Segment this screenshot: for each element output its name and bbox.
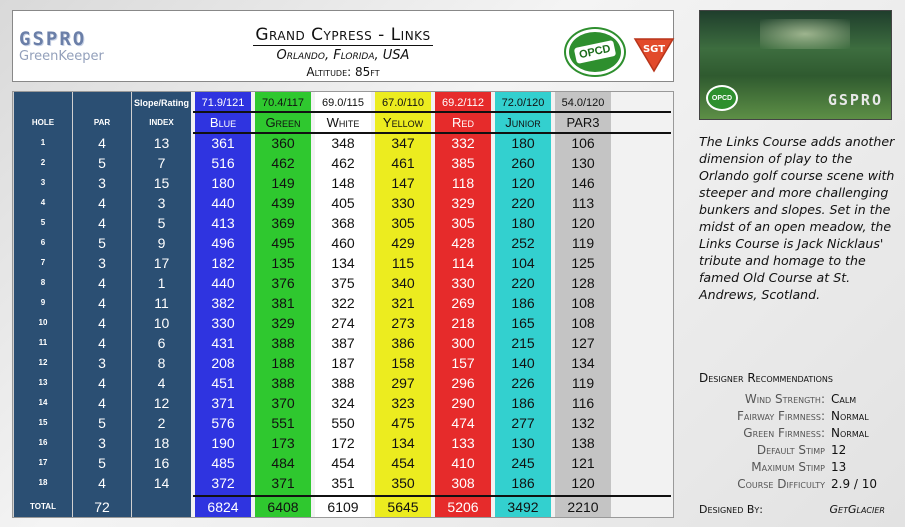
recommendation-label: Course Difficulty bbox=[737, 477, 825, 491]
yardage-cell: 330 bbox=[451, 274, 475, 291]
designed-by bbox=[699, 503, 889, 517]
yardage-cell: 180 bbox=[511, 214, 535, 231]
yardage-cell: 118 bbox=[451, 174, 475, 191]
hole-cell: 13 bbox=[38, 378, 48, 387]
yardage-cell: 330 bbox=[391, 194, 415, 211]
yardage-cell: 108 bbox=[571, 294, 595, 311]
yardage-cell: 322 bbox=[331, 294, 355, 311]
sgt-badge-text: SGT bbox=[642, 44, 666, 55]
index-cell: 6 bbox=[157, 334, 166, 351]
par-cell: 3 bbox=[98, 254, 106, 271]
yardage-cell: 138 bbox=[571, 434, 595, 451]
hole-cell: 7 bbox=[40, 258, 46, 267]
index-cell: 10 bbox=[153, 314, 170, 331]
tee-rating: 70.4/117 bbox=[261, 97, 304, 109]
recommendation-row bbox=[699, 460, 899, 477]
par-cell: 4 bbox=[98, 314, 106, 331]
tee-total: 5206 bbox=[447, 498, 479, 515]
index-cell: 16 bbox=[153, 454, 170, 471]
yardage-cell: 440 bbox=[211, 194, 235, 211]
par-cell: 4 bbox=[98, 194, 106, 211]
yardage-cell: 369 bbox=[271, 214, 295, 231]
yardage-cell: 130 bbox=[571, 154, 595, 171]
index-cell: 13 bbox=[153, 134, 170, 151]
yardage-cell: 324 bbox=[331, 394, 355, 411]
tee-column-junior bbox=[495, 92, 551, 517]
yardage-cell: 351 bbox=[331, 474, 355, 491]
yardage-cell: 115 bbox=[391, 254, 415, 271]
yardage-cell: 173 bbox=[271, 434, 295, 451]
yardage-cell: 485 bbox=[211, 454, 235, 471]
yardage-cell: 368 bbox=[331, 214, 355, 231]
yardage-cell: 182 bbox=[211, 254, 235, 271]
hole-cell: 6 bbox=[40, 238, 46, 247]
yardage-cell: 308 bbox=[451, 474, 475, 491]
tee-name: White bbox=[326, 115, 360, 130]
recommendation-label: Wind Strength: bbox=[744, 392, 825, 406]
opcd-badge-icon bbox=[566, 29, 624, 75]
tee-name: Green bbox=[265, 115, 301, 130]
index-cell: 5 bbox=[157, 214, 166, 231]
yardage-cell: 120 bbox=[511, 174, 535, 191]
hole-cell: 5 bbox=[40, 218, 46, 227]
par-cell: 4 bbox=[98, 474, 106, 491]
yardage-cell: 128 bbox=[571, 274, 595, 291]
yardage-cell: 133 bbox=[451, 434, 475, 451]
yardage-cell: 127 bbox=[571, 334, 595, 351]
yardage-cell: 321 bbox=[391, 294, 415, 311]
yardage-cell: 120 bbox=[571, 474, 595, 491]
yardage-cell: 496 bbox=[211, 234, 235, 251]
recommendation-label: Maximum Stimp bbox=[751, 460, 825, 474]
tee-name: Red bbox=[452, 115, 474, 130]
yardage-cell: 113 bbox=[571, 194, 595, 211]
hole-cell: 12 bbox=[38, 358, 48, 367]
recommendation-row bbox=[699, 477, 899, 494]
yardage-cell: 454 bbox=[391, 454, 415, 471]
index-cell: 1 bbox=[157, 274, 166, 291]
scorecard-table bbox=[12, 91, 674, 518]
yardage-cell: 329 bbox=[451, 194, 475, 211]
yardage-cell: 140 bbox=[511, 354, 535, 371]
yardage-cell: 245 bbox=[511, 454, 535, 471]
tee-column-yellow bbox=[375, 92, 431, 517]
par-cell: 4 bbox=[98, 294, 106, 311]
total-divider bbox=[193, 495, 671, 497]
yardage-cell: 475 bbox=[391, 414, 415, 431]
tee-total: 5645 bbox=[387, 498, 419, 515]
yardage-cell: 386 bbox=[391, 334, 415, 351]
yardage-cell: 305 bbox=[391, 214, 415, 231]
yardage-cell: 226 bbox=[511, 374, 535, 391]
yardage-cell: 576 bbox=[211, 414, 235, 431]
index-cell: 12 bbox=[153, 394, 170, 411]
index-cell: 15 bbox=[153, 174, 170, 191]
index-column bbox=[131, 92, 191, 517]
designer-name: GetGlacier bbox=[829, 503, 885, 516]
yardage-cell: 405 bbox=[331, 194, 355, 211]
yardage-cell: 218 bbox=[451, 314, 475, 331]
logo-sub-text: GreenKeeper bbox=[19, 49, 104, 64]
index-cell: 9 bbox=[157, 234, 166, 251]
yardage-cell: 186 bbox=[511, 394, 535, 411]
index-header: INDEX bbox=[149, 118, 174, 127]
yardage-cell: 220 bbox=[511, 194, 535, 211]
yardage-cell: 372 bbox=[211, 474, 235, 491]
yardage-cell: 439 bbox=[271, 194, 295, 211]
yardage-cell: 190 bbox=[211, 434, 235, 451]
par-header: PAR bbox=[93, 118, 111, 127]
yardage-cell: 388 bbox=[271, 334, 295, 351]
yardage-cell: 149 bbox=[271, 174, 295, 191]
yardage-cell: 454 bbox=[331, 454, 355, 471]
recommendation-value: Calm bbox=[831, 392, 857, 406]
hole-cell: 15 bbox=[38, 418, 48, 427]
yardage-cell: 305 bbox=[451, 214, 475, 231]
course-description: The Links Course adds another dimension of play to the Orlando golf course scene with steeper and more challenging bunkers and slopes. Set in the midst of an open meadow, the Links Course is Jack Nicklaus' tribute and homage to the famed Old Course at St. Andrews, Scotland. bbox=[699, 134, 895, 302]
yardage-cell: 120 bbox=[571, 214, 595, 231]
yardage-cell: 186 bbox=[511, 474, 535, 491]
recommendation-value: Normal bbox=[831, 426, 869, 440]
tee-rating: 69.2/112 bbox=[441, 97, 484, 109]
yardage-cell: 440 bbox=[211, 274, 235, 291]
yardage-cell: 296 bbox=[451, 374, 475, 391]
tee-rating: 72.0/120 bbox=[501, 97, 545, 109]
yardage-cell: 119 bbox=[571, 234, 595, 251]
yardage-cell: 274 bbox=[331, 314, 355, 331]
recommendation-row bbox=[699, 409, 899, 426]
tee-column-white bbox=[315, 92, 371, 517]
yardage-cell: 348 bbox=[331, 134, 355, 151]
recommendation-value: Normal bbox=[831, 409, 869, 423]
recommendation-row bbox=[699, 392, 899, 409]
yardage-cell: 135 bbox=[271, 254, 295, 271]
hole-cell: 2 bbox=[40, 158, 46, 167]
yardage-cell: 108 bbox=[571, 314, 595, 331]
yardage-cell: 134 bbox=[391, 434, 415, 451]
par-cell: 4 bbox=[98, 134, 106, 151]
recommendation-value: 2.9 / 10 bbox=[831, 477, 878, 491]
yardage-cell: 300 bbox=[451, 334, 475, 351]
index-cell: 18 bbox=[153, 434, 170, 451]
index-cell: 7 bbox=[157, 154, 166, 171]
yardage-cell: 332 bbox=[451, 134, 475, 151]
yardage-cell: 220 bbox=[511, 274, 535, 291]
yardage-cell: 290 bbox=[451, 394, 475, 411]
yardage-cell: 382 bbox=[211, 294, 235, 311]
yardage-cell: 461 bbox=[391, 154, 415, 171]
recommendation-label: Fairway Firmness: bbox=[737, 409, 825, 423]
yardage-cell: 208 bbox=[211, 354, 235, 371]
tee-name: Junior bbox=[505, 115, 541, 130]
course-photo bbox=[699, 10, 892, 120]
photo-sky bbox=[760, 19, 850, 49]
tee-name: Yellow bbox=[382, 115, 424, 130]
yardage-cell: 428 bbox=[451, 234, 475, 251]
par-cell: 5 bbox=[98, 234, 106, 251]
par-total: 72 bbox=[94, 498, 110, 515]
course-name: Grand Cypress - Links bbox=[255, 25, 431, 45]
hole-cell: 14 bbox=[38, 398, 48, 407]
par-cell: 5 bbox=[98, 154, 106, 171]
yardage-cell: 125 bbox=[571, 254, 595, 271]
yardage-cell: 130 bbox=[511, 434, 535, 451]
par-cell: 5 bbox=[98, 454, 106, 471]
hole-cell: 17 bbox=[38, 458, 48, 467]
yardage-cell: 114 bbox=[451, 254, 475, 271]
yardage-cell: 410 bbox=[451, 454, 475, 471]
tee-rating: 71.9/121 bbox=[201, 97, 245, 109]
yardage-cell: 147 bbox=[391, 174, 415, 191]
yardage-cell: 186 bbox=[511, 294, 535, 311]
yardage-cell: 350 bbox=[391, 474, 415, 491]
yardage-cell: 172 bbox=[331, 434, 355, 451]
tee-column-red bbox=[435, 92, 491, 517]
tee-column-green bbox=[255, 92, 311, 517]
hole-header: HOLE bbox=[31, 118, 55, 127]
index-cell: 4 bbox=[157, 374, 166, 391]
yardage-cell: 148 bbox=[331, 174, 355, 191]
yardage-cell: 371 bbox=[271, 474, 295, 491]
tee-rating: 67.0/110 bbox=[381, 97, 424, 109]
hole-cell: 16 bbox=[38, 438, 48, 447]
hole-cell: 1 bbox=[40, 138, 46, 147]
tee-column-par3 bbox=[555, 92, 611, 517]
yardage-cell: 188 bbox=[271, 354, 295, 371]
yardage-cell: 260 bbox=[511, 154, 535, 171]
yardage-cell: 376 bbox=[271, 274, 295, 291]
tee-rating: 69.0/115 bbox=[321, 97, 364, 109]
yardage-cell: 388 bbox=[331, 374, 355, 391]
index-cell: 14 bbox=[153, 474, 170, 491]
yardage-cell: 187 bbox=[331, 354, 355, 371]
tee-rating: 54.0/120 bbox=[561, 97, 605, 109]
index-cell: 17 bbox=[153, 254, 170, 271]
hole-column bbox=[13, 92, 72, 517]
yardage-cell: 106 bbox=[571, 134, 595, 151]
yardage-cell: 269 bbox=[451, 294, 475, 311]
yardage-cell: 165 bbox=[511, 314, 535, 331]
par-cell: 5 bbox=[98, 414, 106, 431]
slope-rating-label: Slope/Rating bbox=[133, 98, 189, 108]
yardage-cell: 297 bbox=[391, 374, 415, 391]
yardage-cell: 132 bbox=[571, 414, 595, 431]
yardage-cell: 273 bbox=[391, 314, 415, 331]
yardage-cell: 431 bbox=[211, 334, 235, 351]
course-header bbox=[12, 10, 674, 82]
recommendation-value: 12 bbox=[831, 443, 847, 457]
yardage-cell: 104 bbox=[511, 254, 535, 271]
yardage-cell: 413 bbox=[211, 214, 235, 231]
index-cell: 2 bbox=[157, 414, 166, 431]
yardage-cell: 340 bbox=[391, 274, 415, 291]
header-divider bbox=[193, 111, 671, 113]
index-cell: 3 bbox=[157, 194, 166, 211]
designer-recommendations-title: Designer Recommendations bbox=[699, 371, 833, 385]
yardage-cell: 375 bbox=[331, 274, 355, 291]
yardage-cell: 381 bbox=[271, 294, 295, 311]
yardage-cell: 361 bbox=[211, 134, 235, 151]
tee-total: 2210 bbox=[567, 498, 599, 515]
yardage-cell: 252 bbox=[511, 234, 535, 251]
yardage-cell: 495 bbox=[271, 234, 295, 251]
yardage-cell: 329 bbox=[271, 314, 295, 331]
recommendation-label: Default Stimp bbox=[756, 443, 825, 457]
yardage-cell: 330 bbox=[211, 314, 235, 331]
course-location: Orlando, Florida, USA bbox=[276, 48, 410, 63]
par-cell: 4 bbox=[98, 214, 106, 231]
recommendation-row bbox=[699, 443, 899, 460]
yardage-cell: 484 bbox=[271, 454, 295, 471]
tee-total: 6109 bbox=[327, 498, 359, 515]
yardage-cell: 180 bbox=[211, 174, 235, 191]
par-column bbox=[72, 92, 131, 517]
par-cell: 3 bbox=[98, 174, 106, 191]
yardage-cell: 134 bbox=[571, 354, 595, 371]
yardage-cell: 462 bbox=[331, 154, 355, 171]
par-cell: 3 bbox=[98, 354, 106, 371]
sgt-shield-icon bbox=[633, 35, 675, 73]
recommendation-row bbox=[699, 426, 899, 443]
yardage-cell: 215 bbox=[511, 334, 535, 351]
recommendation-value: 13 bbox=[831, 460, 847, 474]
yardage-cell: 116 bbox=[571, 394, 595, 411]
photo-gspro-logo: GSPRO bbox=[827, 91, 883, 109]
hole-cell: 18 bbox=[38, 478, 48, 487]
index-cell: 8 bbox=[157, 354, 166, 371]
yardage-cell: 323 bbox=[391, 394, 415, 411]
yardage-cell: 516 bbox=[211, 154, 235, 171]
yardage-cell: 158 bbox=[391, 354, 415, 371]
yardage-cell: 347 bbox=[391, 134, 415, 151]
index-cell: 11 bbox=[154, 294, 169, 311]
yardage-cell: 460 bbox=[331, 234, 355, 251]
yardage-cell: 157 bbox=[451, 354, 475, 371]
par-cell: 4 bbox=[98, 394, 106, 411]
tee-total: 6824 bbox=[207, 498, 239, 515]
header-divider-2 bbox=[193, 132, 671, 134]
photo-opcd-badge-icon: OPCD bbox=[706, 85, 738, 111]
course-altitude: Altitude: 85ft bbox=[306, 65, 380, 79]
tee-total: 6408 bbox=[267, 498, 299, 515]
total-label: TOTAL bbox=[30, 502, 56, 511]
hole-cell: 3 bbox=[40, 178, 46, 187]
hole-cell: 11 bbox=[38, 338, 48, 347]
yardage-cell: 474 bbox=[451, 414, 475, 431]
opcd-badge-text: OPCD bbox=[574, 40, 616, 64]
yardage-cell: 451 bbox=[211, 374, 235, 391]
yardage-cell: 387 bbox=[331, 334, 355, 351]
tee-name: Blue bbox=[209, 115, 237, 130]
yardage-cell: 180 bbox=[511, 134, 535, 151]
par-cell: 4 bbox=[98, 334, 106, 351]
yardage-cell: 370 bbox=[271, 394, 295, 411]
hole-cell: 8 bbox=[40, 278, 46, 287]
par-cell: 3 bbox=[98, 434, 106, 451]
yardage-cell: 277 bbox=[511, 414, 535, 431]
tee-column-blue bbox=[195, 92, 251, 517]
par-cell: 4 bbox=[98, 274, 106, 291]
yardage-cell: 371 bbox=[211, 394, 235, 411]
hole-cell: 4 bbox=[40, 198, 46, 207]
yardage-cell: 388 bbox=[271, 374, 295, 391]
designed-by-label: Designed By: bbox=[699, 503, 763, 516]
yardage-cell: 429 bbox=[391, 234, 415, 251]
recommendation-label: Green Firmness: bbox=[743, 426, 825, 440]
par-cell: 4 bbox=[98, 374, 106, 391]
yardage-cell: 360 bbox=[271, 134, 295, 151]
hole-cell: 10 bbox=[38, 318, 48, 327]
tee-name: PAR3 bbox=[566, 115, 600, 130]
yardage-cell: 119 bbox=[571, 374, 595, 391]
yardage-cell: 551 bbox=[271, 414, 295, 431]
yardage-cell: 134 bbox=[331, 254, 355, 271]
logo-main-text: GSPRO bbox=[19, 28, 87, 50]
hole-cell: 9 bbox=[40, 298, 46, 307]
yardage-cell: 385 bbox=[451, 154, 475, 171]
yardage-cell: 121 bbox=[571, 454, 595, 471]
yardage-cell: 462 bbox=[271, 154, 295, 171]
yardage-cell: 146 bbox=[571, 174, 595, 191]
yardage-cell: 550 bbox=[331, 414, 355, 431]
tee-total: 3492 bbox=[507, 498, 539, 515]
